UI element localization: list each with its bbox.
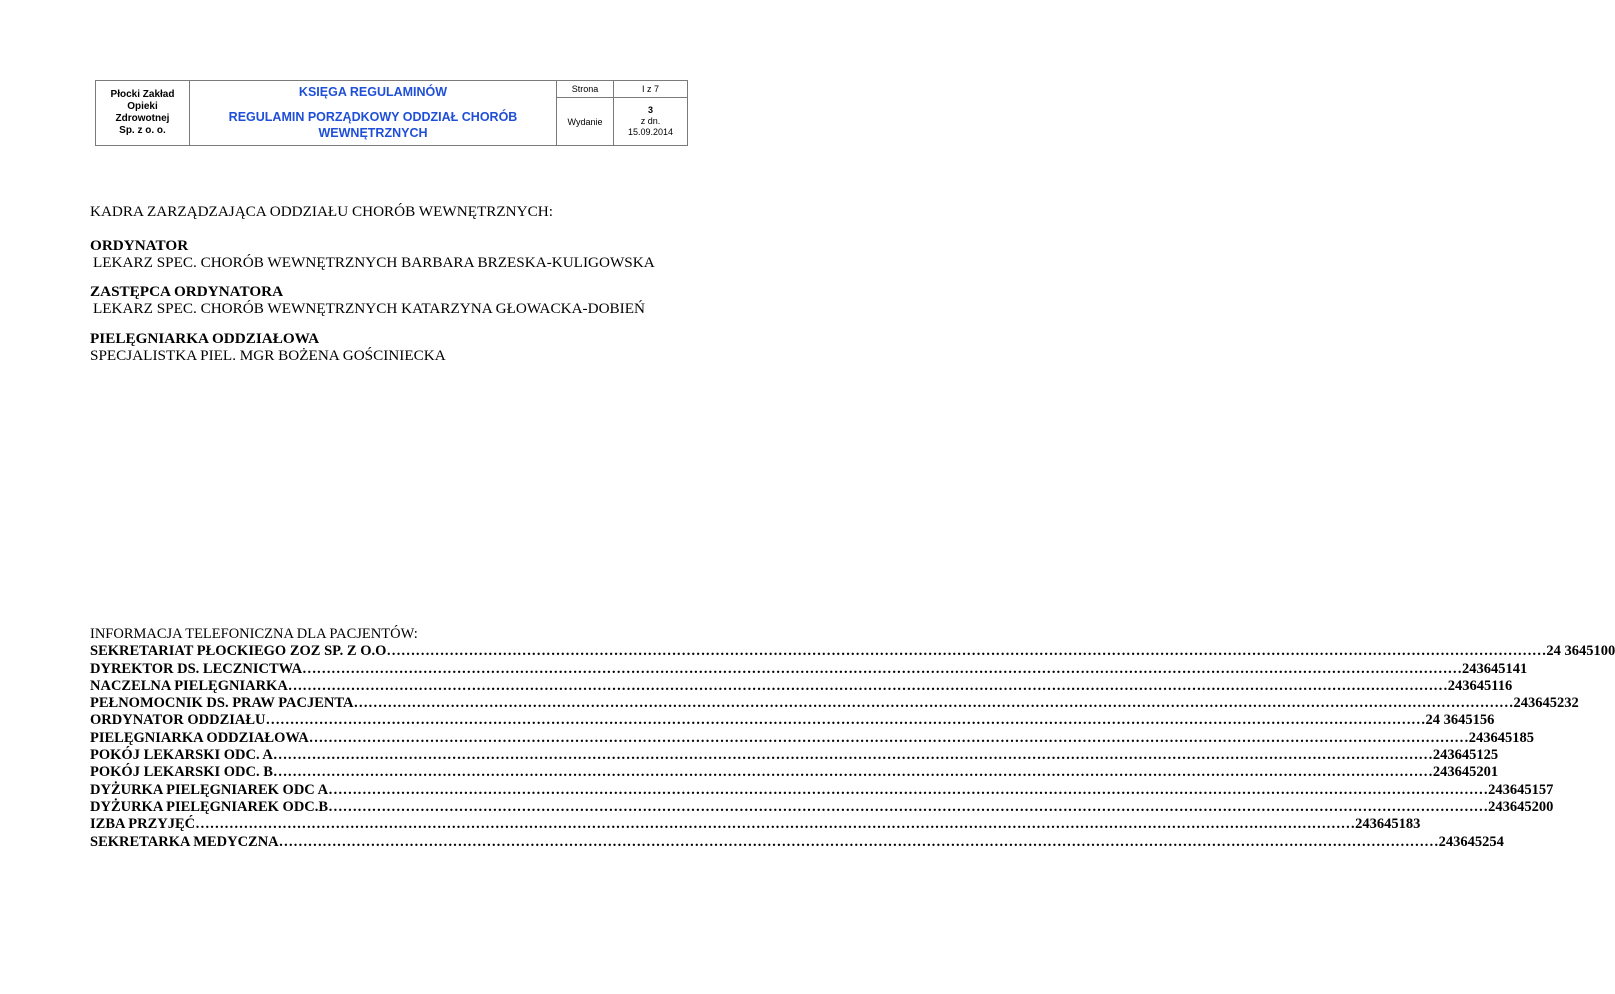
phone-entry-name: POKÓJ LEKARSKI ODC. B <box>90 764 273 781</box>
edition-date-prefix: z dn. <box>640 116 661 126</box>
head-physician-name: LEKARZ SPEC. CHORÓB WEWNĘTRZNYCH BARBARA BRZESKA-KULIGOWSKA <box>93 254 655 271</box>
dot-leader: …………………………………………………………………………………………………………………………………………………………………………………………………………………… <box>302 660 1463 677</box>
phone-entry <box>90 729 1534 747</box>
dot-leader: …………………………………………………………………………………………………………………………………………………………………………………………………………………… <box>272 747 1433 764</box>
phone-entry-name: DYŻURKA PIELĘGNIAREK ODC.B <box>90 798 329 815</box>
regulation-title: REGULAMIN PORZĄDKOWY ODDZIAŁ CHORÓB WEWNĘTRZNYCH <box>228 110 518 140</box>
organization-name <box>96 81 190 146</box>
page-number: I z 7 <box>614 81 688 98</box>
phone-directory-heading: INFORMACJA TELEFONICZNA DLA PACJENTÓW: <box>90 626 418 642</box>
phone-entry <box>90 712 1495 729</box>
phone-entry-number: 243645125 <box>1432 747 1499 764</box>
phone-entry-name: SEKRETARKA MEDYCZNA <box>90 833 279 850</box>
phone-list <box>90 643 1615 851</box>
book-title: KSIĘGA REGULAMINÓW <box>298 85 448 99</box>
phone-entry-name: DYŻURKA PIELĘGNIAREK ODC A <box>90 781 329 798</box>
phone-entry <box>90 643 1615 660</box>
phone-entry <box>90 677 1513 695</box>
phone-entry-number: 243645201 <box>1432 764 1499 781</box>
dot-leader: …………………………………………………………………………………………………………………………………………………………………………………………………………………… <box>278 833 1439 850</box>
phone-entry <box>90 816 1421 833</box>
phone-entry <box>90 747 1499 764</box>
phone-entry-number: 243645254 <box>1438 833 1504 850</box>
phone-directory <box>90 626 1615 851</box>
phone-entry <box>90 660 1528 678</box>
head-nurse-section <box>90 330 446 364</box>
document-titles <box>190 81 557 146</box>
phone-entry-number: 243645157 <box>1488 781 1554 798</box>
dot-leader: …………………………………………………………………………………………………………………………………………………………………………………………………………………… <box>195 816 1356 833</box>
phone-entry <box>90 695 1579 712</box>
phone-entry-name: IZBA PRZYJĘĆ <box>90 816 196 833</box>
phone-entry-name: NACZELNA PIELĘGNIARKA <box>90 677 288 694</box>
dot-leader: …………………………………………………………………………………………………………………………………………………………………………………………………………………… <box>353 695 1514 712</box>
head-physician-section <box>90 237 655 271</box>
organization-line: Opieki <box>127 101 158 112</box>
edition-number: 3 <box>647 105 653 115</box>
phone-entry-number: 243645200 <box>1488 798 1554 815</box>
management-heading: KADRA ZARZĄDZAJĄCA ODDZIAŁU CHORÓB WEWNĘTRZNYCH: <box>90 203 553 220</box>
dot-leader: …………………………………………………………………………………………………………………………………………………………………………………………………………………… <box>265 712 1426 729</box>
dot-leader: …………………………………………………………………………………………………………………………………………………………………………………………………………………… <box>287 677 1448 694</box>
organization-line: Płocki Zakład <box>110 89 175 100</box>
document-header-table <box>95 80 688 146</box>
head-nurse-name: SPECJALISTKA PIEL. MGR BOŻENA GOŚCINIECKA <box>90 347 446 364</box>
phone-entry-name: POKÓJ LEKARSKI ODC. A <box>90 747 273 764</box>
dot-leader: …………………………………………………………………………………………………………………………………………………………………………………………………………………… <box>308 729 1469 746</box>
organization-line: Sp. z o. o. <box>119 125 166 136</box>
phone-entry-name: PIELĘGNIARKA ODDZIAŁOWA <box>90 729 309 746</box>
phone-entry-number: 24 3645156 <box>1425 712 1495 729</box>
phone-entry <box>90 781 1554 799</box>
phone-entry-name: ORDYNATOR ODDZIAŁU <box>90 712 266 729</box>
edition-info <box>614 98 688 146</box>
deputy-section <box>90 283 645 317</box>
phone-entry <box>90 833 1504 851</box>
organization-line: Zdrowotnej <box>115 113 170 124</box>
phone-entry-number: 243645185 <box>1468 729 1534 746</box>
phone-entry-number: 243645116 <box>1447 677 1513 694</box>
page-label: Strona <box>557 81 614 98</box>
phone-entry <box>90 798 1554 816</box>
phone-entry-number: 243645141 <box>1462 660 1528 677</box>
head-physician-role: ORDYNATOR <box>90 237 189 254</box>
edition-label: Wydanie <box>557 98 614 146</box>
deputy-role: ZASTĘPCA ORDYNATORA <box>90 283 284 300</box>
dot-leader: …………………………………………………………………………………………………………………………………………………………………………………………………………………… <box>386 643 1547 660</box>
deputy-name: LEKARZ SPEC. CHORÓB WEWNĘTRZNYCH KATARZYNA GŁOWACKA-DOBIEŃ <box>93 300 645 317</box>
dot-leader: …………………………………………………………………………………………………………………………………………………………………………………………………………………… <box>328 798 1489 815</box>
phone-entry-name: SEKRETARIAT PŁOCKIEGO ZOZ SP. Z O.O <box>90 643 387 660</box>
phone-entry <box>90 764 1499 781</box>
edition-date: 15.09.2014 <box>627 127 674 137</box>
phone-entry-name: DYREKTOR DS. LECZNICTWA <box>90 660 303 677</box>
phone-entry-number: 243645232 <box>1513 695 1579 712</box>
phone-entry-number: 243645183 <box>1355 816 1421 833</box>
dot-leader: …………………………………………………………………………………………………………………………………………………………………………………………………………………… <box>272 764 1433 781</box>
phone-entry-name: PEŁNOMOCNIK DS. PRAW PACJENTA <box>90 695 354 712</box>
head-nurse-role: PIELĘGNIARKA ODDZIAŁOWA <box>90 330 320 347</box>
dot-leader: …………………………………………………………………………………………………………………………………………………………………………………………………………………… <box>328 781 1489 798</box>
phone-entry-number: 24 3645100 <box>1546 643 1615 660</box>
